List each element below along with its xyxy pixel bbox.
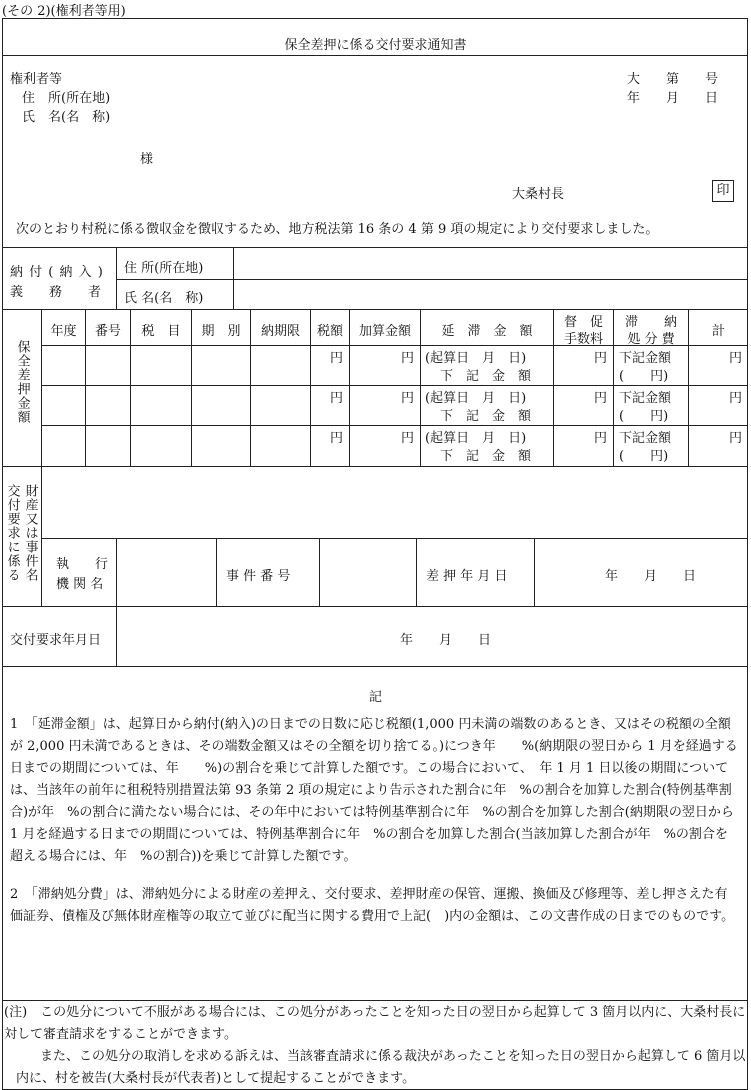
divider bbox=[2, 466, 748, 467]
obligor-label-2: 義 務 者 bbox=[10, 285, 102, 300]
property-side-label-b: 財産又は事件名 bbox=[22, 484, 38, 582]
delay-below-amount: 下 記 金 額 bbox=[440, 369, 532, 384]
divider bbox=[116, 279, 748, 280]
recipient-heading: 権利者等 bbox=[10, 72, 63, 87]
col-header-number: 番号 bbox=[94, 324, 121, 339]
yen-unit: 円 bbox=[330, 391, 344, 406]
col-header-fee-2: 手数料 bbox=[563, 332, 603, 347]
amount-side-label: 保全差押金額 bbox=[14, 340, 30, 424]
intro-text: 次のとおり村税に係る徴収金を徴収するため、地方税法第 16 条の 4 第 9 項の規定により交付要求しました。 bbox=[16, 222, 659, 237]
recipient-name-label: 氏 名(名 称) bbox=[22, 110, 111, 125]
document-number: 大 第 号 bbox=[627, 72, 719, 87]
divider bbox=[2, 309, 748, 310]
col-header-delay: 延 滞 金 額 bbox=[441, 324, 533, 339]
notes-heading: 記 bbox=[368, 690, 382, 705]
delay-start-date: (起算日 月 日) bbox=[425, 431, 527, 446]
divider bbox=[233, 247, 234, 309]
divider bbox=[534, 538, 535, 606]
obligor-address-label: 住 所(所在地) bbox=[124, 261, 204, 276]
divider bbox=[116, 538, 117, 606]
yen-unit: 円 bbox=[330, 351, 344, 366]
request-date-label: 交付要求年月日 bbox=[10, 633, 102, 648]
form-border bbox=[2, 18, 748, 1090]
agency-label-2: 機 関 名 bbox=[56, 577, 104, 592]
disposition-below-amount: 下記金額 bbox=[619, 431, 672, 446]
disposition-below-amount: 下記金額 bbox=[619, 391, 672, 406]
delay-below-amount: 下 記 金 額 bbox=[440, 449, 532, 464]
obligor-name-label: 氏 名(名 称) bbox=[124, 291, 204, 306]
col-header-year: 年度 bbox=[50, 324, 77, 339]
delay-start-date: (起算日 月 日) bbox=[425, 391, 527, 406]
col-header-disposition-2: 処 分 費 bbox=[627, 332, 675, 347]
delay-start-date: (起算日 月 日) bbox=[425, 351, 527, 366]
official-seal: 印 bbox=[712, 180, 734, 202]
case-number-label: 事 件 番 号 bbox=[226, 569, 291, 584]
document-date: 年 月 日 bbox=[627, 91, 719, 106]
col-header-fee-1: 督 促 bbox=[563, 315, 603, 330]
col-header-total: 計 bbox=[711, 324, 725, 339]
col-header-period: 期 別 bbox=[201, 324, 241, 339]
agency-label-1: 執 行 bbox=[56, 557, 109, 572]
yen-unit: 円 bbox=[729, 391, 743, 406]
yen-unit: 円 bbox=[729, 351, 743, 366]
col-header-additional: 加算金額 bbox=[358, 324, 411, 339]
seizure-date-label: 差 押 年 月 日 bbox=[426, 569, 508, 584]
note-item-2: 2 「滞納処分費」は、滞納処分による財産の差押え、交付要求、差押財産の保管、運搬、換価及び修理等、差し押さえた有価証券、債権及び無体財産権等の取立て並びに配当に関する費用で上記( )内の金額は、この文書作成の日までのものです。 bbox=[10, 887, 735, 924]
yen-unit: 円 bbox=[401, 351, 415, 366]
honorific: 様 bbox=[140, 152, 154, 167]
yen-unit: 円 bbox=[594, 391, 608, 406]
divider bbox=[2, 55, 748, 56]
obligor-label-1: 納 付 ( 納 入 ) bbox=[10, 265, 104, 280]
divider bbox=[41, 466, 42, 606]
footer-note-2: また、この処分の取消しを求める訴えは、当該審査請求に係る裁決があったことを知った日の翌日から起算して 6 箇月以内に、村を被告(大桑村長が代表者)として提起することができます。 bbox=[16, 1049, 746, 1086]
seizure-date-value: 年 月 日 bbox=[605, 569, 697, 584]
divider bbox=[416, 538, 417, 606]
disposition-amount: ( 円) bbox=[619, 369, 669, 384]
yen-unit: 円 bbox=[401, 431, 415, 446]
divider bbox=[319, 538, 320, 606]
col-header-due-date: 納期限 bbox=[260, 324, 300, 339]
recipient-address-label: 住 所(所在地) bbox=[22, 91, 111, 106]
note-item-1: 1 「延滞金額」は、起算日から納付(納入)の日までの日数に応じ税額(1,000 円未満の端数のあるとき、又はその税額の全額が 2,000 円未満であるときは、その端数金額又はその全額を切り捨てる。)につき年 %(納期限の翌日から 1 月を経過する日までの期間については、年 %)の割合を乗じて計算した額です。この場合において、 年 1 月 1 日以後の期間については、当該年の前年に租税特別措置法第 93 条第 2 項の規定により告示された割合に年 %の割合を加算した割合(特例基準割合)が年 %の割合に満たない場合には、その年中においては特例基準割合に年 %の割合を加算した割合(納期限の翌日から 1 月を経過する日までの期間については、特例基準割合に年 %の割合を加算した割合(当該加算した割合が年 %の割合を超える場合には、年 %の割合))を乗じて計算した額です。 bbox=[10, 717, 738, 864]
col-header-disposition-1: 滞 納 bbox=[624, 315, 677, 330]
divider bbox=[41, 425, 748, 426]
divider bbox=[41, 538, 748, 539]
divider bbox=[41, 385, 748, 386]
divider bbox=[2, 666, 748, 667]
divider bbox=[2, 606, 748, 607]
yen-unit: 円 bbox=[729, 431, 743, 446]
disposition-amount: ( 円) bbox=[619, 409, 669, 424]
footer-note-1: (注) この処分について不服がある場合には、この処分があったことを知った日の翌日から起算して 3 箇月以内に、大桑村長に対して審査請求をすることができます。 bbox=[4, 1005, 746, 1042]
divider bbox=[41, 345, 748, 346]
disposition-amount: ( 円) bbox=[619, 449, 669, 464]
yen-unit: 円 bbox=[401, 391, 415, 406]
issuer-title: 大桑村長 bbox=[512, 187, 565, 202]
form-label: (その 2)(権利者等用) bbox=[2, 4, 126, 19]
divider bbox=[2, 1000, 748, 1001]
divider bbox=[216, 538, 217, 606]
delay-below-amount: 下 記 金 額 bbox=[440, 409, 532, 424]
col-header-tax-amount: 税額 bbox=[316, 324, 343, 339]
disposition-below-amount: 下記金額 bbox=[619, 351, 672, 366]
property-side-label-a: 交付要求に係る bbox=[4, 484, 20, 582]
col-header-tax-item: 税 目 bbox=[141, 324, 181, 339]
yen-unit: 円 bbox=[330, 431, 344, 446]
document-title: 保全差押に係る交付要求通知書 bbox=[284, 38, 467, 53]
divider bbox=[116, 247, 117, 309]
divider bbox=[2, 247, 748, 248]
yen-unit: 円 bbox=[594, 351, 608, 366]
yen-unit: 円 bbox=[594, 431, 608, 446]
divider bbox=[116, 606, 117, 666]
request-date-value: 年 月 日 bbox=[400, 633, 492, 648]
